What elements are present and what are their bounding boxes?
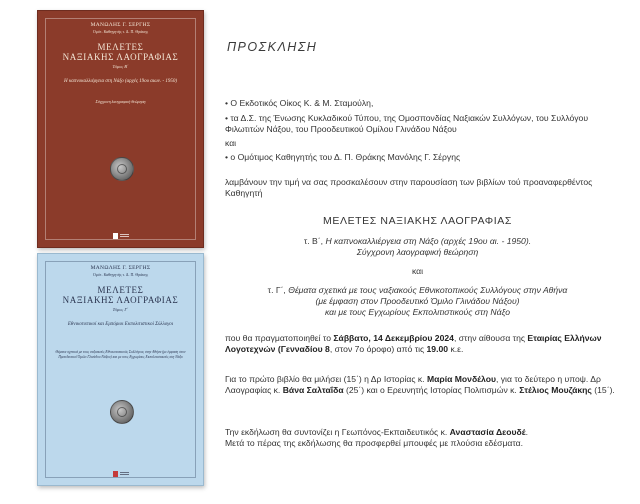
speakers-text: Για το πρώτο βιβλίο θα μιλήσει (15΄) η Δρ Ιστορίας κ. [225,374,425,384]
volume-c-info [225,285,610,318]
event-text: κ.ε. [450,344,464,354]
cover-subtitle2: Σύγχρονη λαογραφική θεώρηση [95,99,146,104]
invitation-intro: λαμβάνουν την τιμή να σας προσκαλέσουν στην παρουσίαση των βιβλίων τού προαναφερθέντος Καθηγητή [225,177,593,198]
event-time: 19.00 [426,344,449,354]
cover-author: ΜΑΝΩΛΗΣ Γ. ΣΕΡΓΗΣ [90,22,151,28]
book-cover-vol-c [37,253,204,486]
cover-author: ΜΑΝΩΛΗΣ Γ. ΣΕΡΓΗΣ [90,265,151,271]
volume-b-label: τ. Β΄, [303,236,324,246]
volume-b-info [225,236,610,258]
cover-title-line2: ΝΑΞΙΑΚΗΣ ΛΑΟΓΡΑΦΙΑΣ [62,52,179,62]
cover-title-line1: ΜΕΛΕΤΕΣ [97,42,144,52]
volume-b-subtitle: Σύγχρονη λαογραφική θεώρηση [356,247,479,257]
coin-emblem-icon [110,157,134,181]
speaker-name: Βάνα Σαλταΐδα [282,385,344,395]
host-item: • τα Δ.Σ. της Ένωσης Κυκλαδικού Τύπου, της Ομοσπονδίας Ναξιακών Συλλόγων, του Συλλόγου Φιλωτιτών Νάξου, του Προοδευτικού Ομίλου Γλινάδου Νάξου [225,113,589,134]
volume-conjunction: και [411,266,424,276]
hosts-list [225,98,620,167]
speaker-name: Μαρία Μονδέλου [426,374,496,384]
event-text: , στον 7ο όροφο) από τις [329,344,425,354]
cover-subtitle: Εθνικοτοπικοί και Εμπόριοι Εκπολιτιστικοί Σύλλογοι [67,322,174,327]
event-details [225,333,620,355]
host-item: • ο Ομότιμος Καθηγητής του Δ. Π. Θράκης Μανόλης Γ. Σέργης [225,152,461,162]
series-title: ΜΕΛΕΤΕΣ ΝΑΞΙΑΚΗΣ ΛΑΟΓΡΑΦΙΑΣ [323,215,512,227]
host-conjunction: και [225,138,237,148]
coordination-text: . [525,427,528,437]
event-date: Σάββατο, 14 Δεκεμβρίου 2024 [333,333,454,343]
closing-text: Μετά το πέρας της εκδήλωσης θα προσφερθεί μπουφές με πλούσια εδέσματα. [225,438,524,448]
cover-title [38,42,203,62]
cover-title-line2: ΝΑΞΙΑΚΗΣ ΛΑΟΓΡΑΦΙΑΣ [62,295,179,305]
cover-title [38,285,203,305]
cover-subtitle: Η καπνοκαλλιέργεια στη Νάξο (αρχές 19ου αιων. - 1950) [63,79,178,84]
publisher-logo-icon [113,233,129,241]
publisher-logo-icon [113,471,129,479]
speakers-paragraph [225,374,620,396]
volume-c-label: τ. Γ΄, [267,285,286,295]
coordination-paragraph [225,427,620,449]
cover-author-rank: Ομότ. Καθηγητής τ. Δ. Π. Θράκης [92,272,149,277]
event-text: που θα πραγματοποιηθεί το [225,333,331,343]
speaker-name: Στέλιος Μουζάκης [519,385,592,395]
volume-c-line2: (με έμφαση στον Προοδευτικό Όμιλο Γλινάδου Νάξου) [315,296,520,306]
cover-description: Θέματα σχετικά με τους ναξιακούς Εθνικοτοπικούς Συλλόγους στην Αθήνα (με έμφαση στον Προοδευτικό Όμιλο Γλινάδου Νάξου) και με τους Εγχωρίους Εκπολιτιστικούς στη Νάξο [55,350,186,359]
coin-emblem-icon [110,400,134,424]
coordination-text: Την εκδήλωση θα συντονίζει η Γεωπόνος-Εκπαιδευτικός κ. [225,427,448,437]
speakers-text: (15΄). [594,385,615,395]
host-item: • Ο Εκδοτικός Οίκος Κ. & Μ. Σταμούλη, [225,98,374,108]
speakers-text: , για το δεύτερο η υποψ. Δρ Λαογραφίας κ. [225,374,601,395]
speakers-text: (25΄) και ο Ερευνητής Ιστορίας Πολιτισμών κ. [346,385,517,395]
volume-c-line1: Θέματα σχετικά με τους ναξιακούς Εθνικοτοπικούς Συλλόγους στην Αθήνα [288,285,568,295]
cover-volume: Τόμος Β΄ [112,64,129,69]
invitation-heading: ΠΡΟΣΚΛΗΣΗ [227,40,318,54]
cover-title-line1: ΜΕΛΕΤΕΣ [97,285,144,295]
book-cover-vol-b [37,10,204,248]
volume-b-title: Η καπνοκαλλιέργεια στη Νάξο (αρχές 19ου αι. - 1950). [325,236,532,246]
event-text: , στην αίθουσα της [453,333,525,343]
cover-volume: Τόμος Γ΄ [112,307,129,312]
volume-c-line3: και με τους Εγχωρίους Εκπολιτιστικούς στη Νάξο [324,307,511,317]
event-venue: Εταιρίας Ελλήνων Λογοτεχνών (Γενναδίου 8 [225,333,602,354]
cover-author-rank: Ομότ. Καθηγητής τ. Δ. Π. Θράκης [92,29,149,34]
coordinator-name: Αναστασία Δεουδέ [449,427,526,437]
